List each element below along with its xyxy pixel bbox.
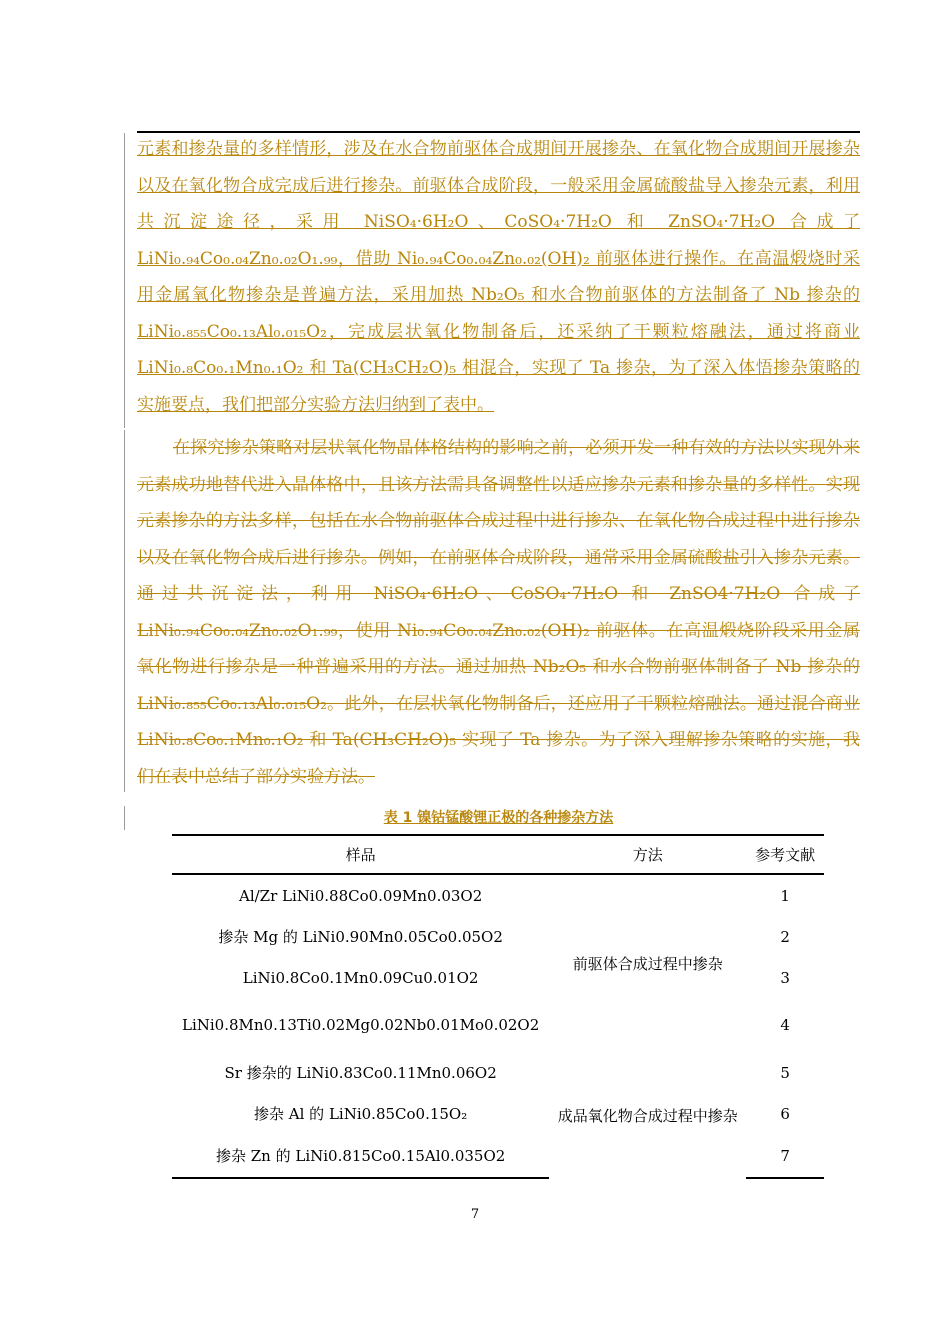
revised-paragraph: 元素和掺杂量的多样情形，涉及在水合物前驱体合成期间开展掺杂、在氧化物合成期间开展掺杂以及在氧化物合成完成后进行掺杂。前驱体合成阶段，一般采用金属硫酸盐导入掺杂元素，利用共沉淀途径，采用 NiSO₄·6H₂O、CoSO₄·7H₂O 和 ZnSO₄·7H₂O 合成了 LiNi₀.₉₄Co₀.₀₄Zn₀.₀₂O₁.₉₉，借助 Ni₀.₉₄Co₀.₀₄Zn₀.₀₂(OH)₂ 前驱体进行操作。在高温煅烧时采用金属氧化物掺杂是普遍方法，采用加热 Nb₂O₅ 和水合物前驱体的方法制备了 Nb 掺杂的 LiNi₀.₈₅₅Co₀.₁₃Al₀.₀₁₅O₂，完成层状氧化物制备后，还采纳了干颗粒熔融法，通过将商业 LiNi₀.₈Co₀.₁Mn₀.₁O₂ 和 Ta(CH₃CH₂O)₅ 相混合，实现了 Ta 掺杂，为了深入体悟掺杂策略的实施要点，我们把部分实验方法归纳到了表中。: [137, 139, 860, 415]
method-cell: 成品氧化物合成过程中掺杂: [557, 1106, 738, 1125]
method-cell: 前驱体合成过程中掺杂: [572, 955, 723, 973]
ref-cell: 1: [780, 886, 790, 905]
ref-cell: 5: [780, 1063, 790, 1082]
header-sample: 样品: [172, 835, 549, 874]
table-caption: 表 1 镍钴锰酸锂正极的各种掺杂方法: [383, 810, 614, 826]
change-bar: [124, 133, 125, 428]
table-row: [172, 1052, 824, 1093]
doping-methods-table: [172, 834, 824, 1179]
header-method: 方法: [549, 835, 746, 874]
change-bar: [124, 806, 125, 830]
ref-cell: 7: [746, 1135, 824, 1178]
ref-cell: 2: [780, 927, 790, 946]
sample-cell: 掺杂 Al 的 LiNi0.85Co0.15O₂: [254, 1105, 468, 1123]
page-number: 7: [470, 1207, 480, 1222]
sample-cell: 掺杂 Zn 的 LiNi0.815Co0.15Al0.035O2: [172, 1135, 549, 1178]
table-header-row: [172, 835, 824, 874]
header-ref: 参考文献: [746, 835, 824, 874]
sample-cell: Sr 掺杂的 LiNi0.83Co0.11Mn0.06O2: [224, 1063, 497, 1082]
ref-cell: 6: [780, 1105, 790, 1123]
ref-cell: 4: [780, 1016, 790, 1034]
sample-cell: LiNi0.8Mn0.13Ti0.02Mg0.02Nb0.01Mo0.02O2: [182, 1016, 540, 1034]
table-row: [172, 874, 824, 916]
deleted-paragraph: 在探究掺杂策略对层状氧化物晶体格结构的影响之前，必须开发一种有效的方法以实现外来元素成功地替代进入晶体格中，且该方法需具备调整性以适应掺杂元素和掺杂量的多样性。实现元素掺杂的方法多样，包括在水合物前驱体合成过程中进行掺杂、在氧化物合成过程中进行掺杂以及在氧化物合成后进行掺杂。例如，在前驱体合成阶段，通常采用金属硫酸盐引入掺杂元素。通过共沉淀法，利用 NiSO₄·6H₂O、CoSO₄·7H₂O 和 ZnSO4·7H₂O 合成了 LiNi₀.₉₄Co₀.₀₄Zn₀.₀₂O₁.₉₉，使用 Ni₀.₉₄Co₀.₀₄Zn₀.₀₂(OH)₂ 前驱体。在高温煅烧阶段采用金属氧化物进行掺杂是一种普遍采用的方法。通过加热 Nb₂O₅ 和水合物前驱体制备了 Nb 掺杂的 LiNi₀.₈₅₅Co₀.₁₃Al₀.₀₁₅O₂。此外，在层状氧化物制备后，还应用了干颗粒熔融法。通过混合商业 LiNi₀.₈Co₀.₁Mn₀.₁O₂ 和 Ta(CH₃CH₂O)₅ 实现了 Ta 掺杂。为了深入理解掺杂策略的实施，我们在表中总结了部分实验方法。: [137, 438, 860, 787]
sample-cell: Al/Zr LiNi0.88Co0.09Mn0.03O2: [238, 886, 483, 905]
sample-cell: LiNi0.8Co0.1Mn0.09Cu0.01O2: [242, 968, 479, 987]
sample-cell: 掺杂 Mg 的 LiNi0.90Mn0.05Co0.05O2: [218, 927, 503, 946]
ref-cell: 3: [780, 968, 790, 987]
change-bar: [124, 430, 125, 792]
